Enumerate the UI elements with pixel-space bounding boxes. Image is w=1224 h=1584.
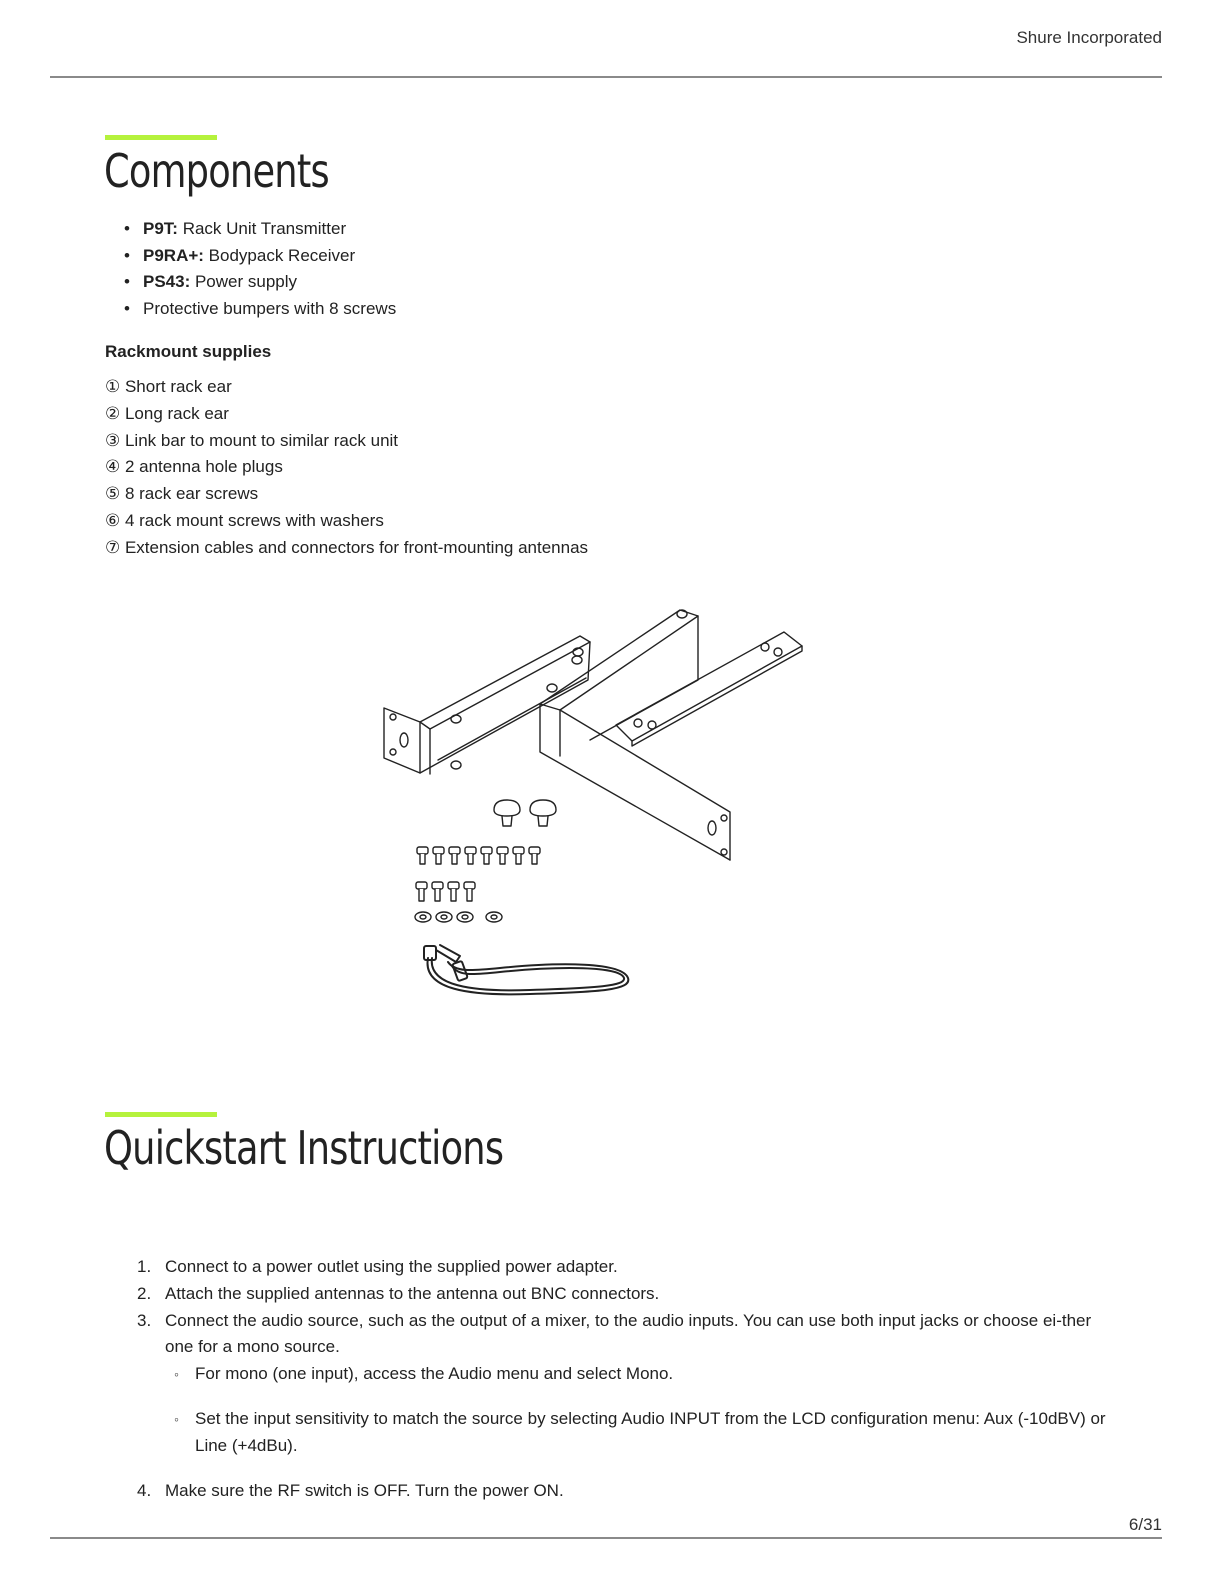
substep-item: ◦ Set the input sensitivity to match the source by selecting Audio INPUT from the LCD configuration menu: Aux (-10dBV) or Line (+4dBu).: [165, 1406, 1107, 1460]
step-number: 2.: [137, 1283, 152, 1303]
rackmount-list: [105, 374, 588, 562]
rackmount-item: ④ 2 antenna hole plugs: [105, 457, 283, 477]
antenna-plugs-drawing: [494, 800, 556, 826]
rackmount-item: ⑥ 4 rack mount screws with washers: [105, 510, 384, 530]
step-number: 3.: [137, 1310, 152, 1330]
step-text: Connect the audio source, such as the output of a mixer, to the audio inputs. You can use both input jacks or choose ei-ther one for a mono source.: [165, 1310, 1092, 1357]
component-code: PS43:: [143, 272, 191, 292]
header-divider: [50, 76, 1162, 78]
step-item: [137, 1254, 1107, 1281]
page-number: 6/31: [1128, 1515, 1162, 1534]
link-bar-drawing: [616, 632, 802, 746]
component-item: [124, 296, 396, 323]
quickstart-steps: [137, 1254, 1107, 1504]
substep-item: ◦ For mono (one input), access the Audio menu and select Mono.: [165, 1361, 1107, 1388]
rackmount-heading: Rackmount supplies: [105, 342, 272, 361]
rackmount-item: ① Short rack ear: [105, 377, 232, 396]
component-item: [124, 243, 396, 270]
short-rack-ear-drawing: [384, 636, 590, 774]
rackmount-item: ② Long rack ear: [105, 403, 229, 423]
step-substeps: [165, 1361, 1107, 1459]
component-code: P9RA+:: [143, 245, 204, 265]
quickstart-title: Quickstart Instructions: [104, 1121, 504, 1175]
component-item: [124, 269, 396, 296]
step-text: Connect to a power outlet using the supplied power adapter.: [165, 1257, 618, 1276]
component-desc: Bodypack Receiver: [203, 245, 356, 265]
component-item: [124, 216, 396, 243]
long-rack-ear-drawing: [540, 610, 730, 860]
extension-cable-drawing: [424, 945, 628, 994]
step-text: Make sure the RF switch is OFF. Turn the power ON.: [165, 1480, 564, 1500]
components-title: Components: [104, 144, 329, 198]
header-company-name: Shure Incorporated: [1016, 28, 1162, 47]
step-number: 1.: [137, 1257, 152, 1276]
step-item: [137, 1478, 1107, 1505]
quickstart-accent-bar: [105, 1112, 217, 1117]
component-desc: Power supply: [190, 272, 298, 292]
rackmount-hardware-illustration: [370, 598, 820, 1008]
components-list: [124, 216, 396, 323]
step-number: 4.: [137, 1480, 152, 1500]
component-desc: Protective bumpers with 8 screws: [143, 299, 397, 319]
components-accent-bar: [105, 135, 217, 140]
rack-ear-screws-drawing: [417, 847, 540, 864]
step-text: Attach the supplied antennas to the antenna out BNC connectors.: [165, 1283, 660, 1303]
footer-divider: [50, 1537, 1162, 1539]
rackmount-item: ③ Link bar to mount to similar rack unit: [105, 430, 399, 450]
component-code: P9T:: [143, 219, 178, 238]
step-item: [137, 1308, 1107, 1460]
rackmount-item: ⑦ Extension cables and connectors for front-mounting antennas: [105, 537, 589, 557]
step-item: [137, 1281, 1107, 1308]
component-desc: Rack Unit Transmitter: [177, 219, 347, 238]
rack-mount-screws-drawing: [415, 882, 502, 922]
rackmount-item: ⑤ 8 rack ear screws: [105, 484, 259, 504]
